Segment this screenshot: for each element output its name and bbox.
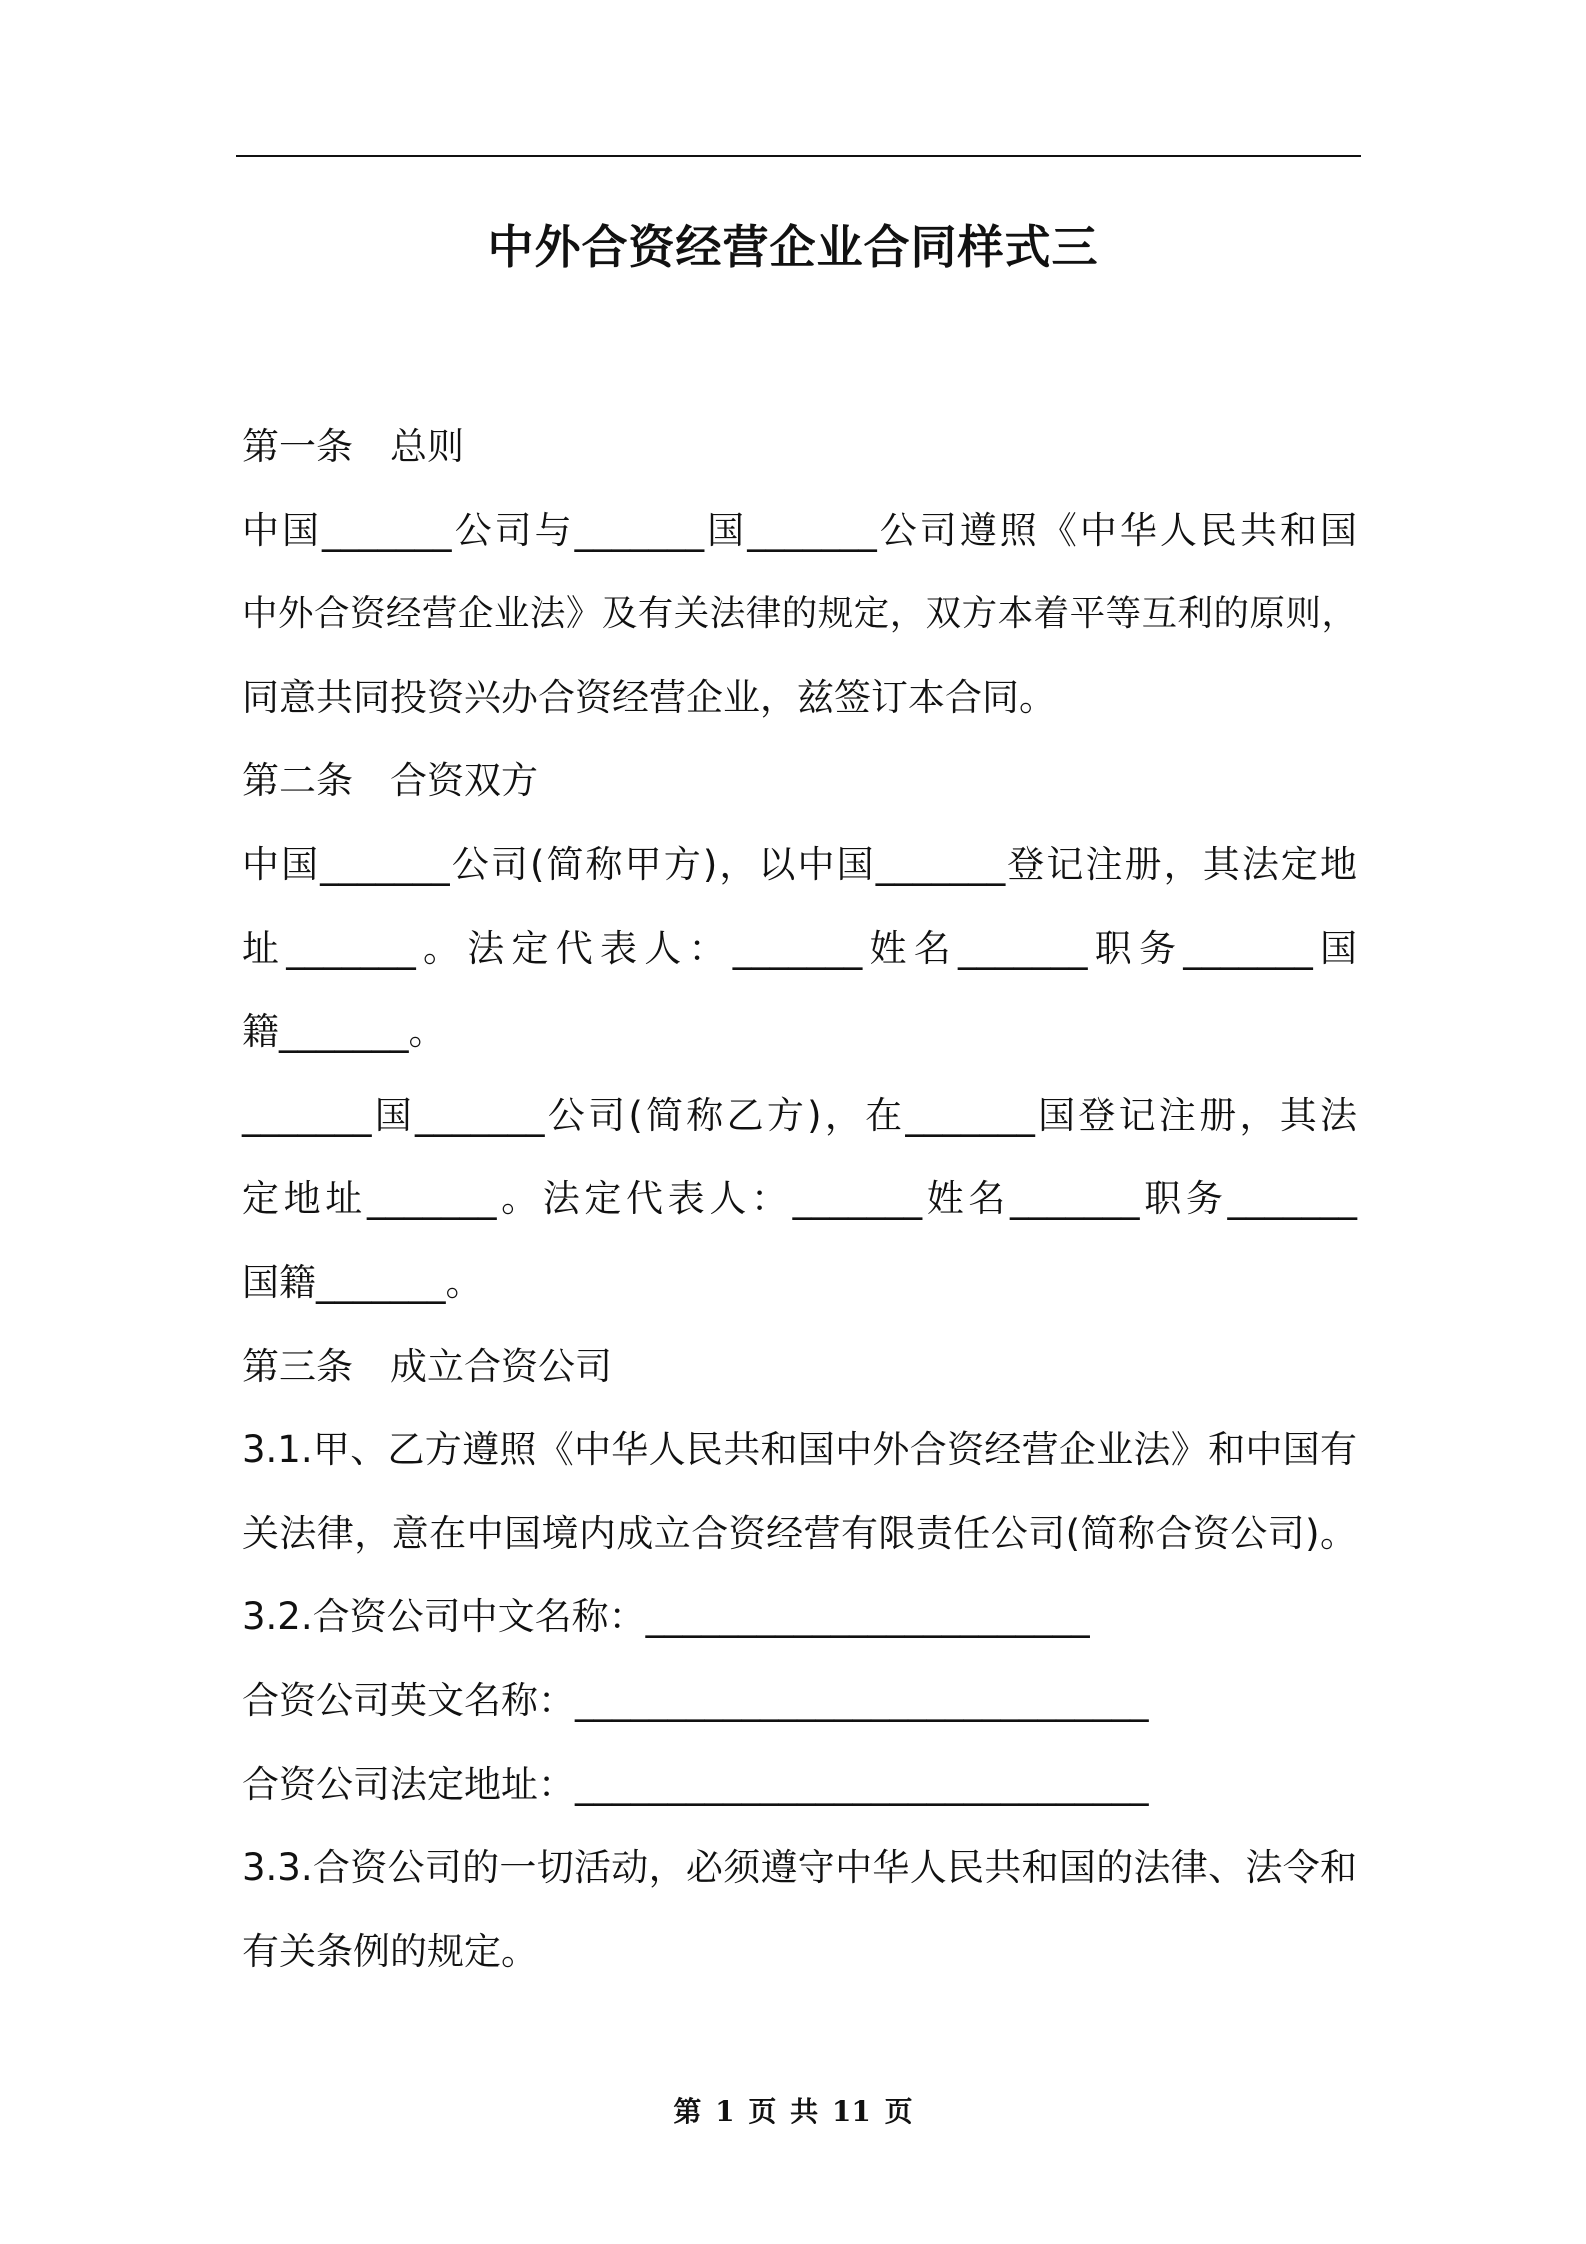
body-line: _______国_______公司(简称乙方)，在_______国登记注册，其法	[242, 1093, 1357, 1137]
body-line: 3.2.合资公司中文名称：________________________	[242, 1595, 1090, 1639]
body-line: 同意共同投资兴办合资经营企业，兹签订本合同。	[242, 675, 1056, 719]
document-body	[242, 405, 1357, 1993]
body-line: 3.3.合资公司的一切活动，必须遵守中华人民共和国的法律、法令和	[242, 1846, 1357, 1890]
article-1-heading: 第一条 总则	[242, 425, 464, 468]
header-rule	[236, 155, 1361, 157]
body-line: 中国_______公司(简称甲方)，以中国_______登记注册，其法定地	[242, 842, 1357, 886]
body-line: 中国_______公司与_______国_______公司遵照《中华人民共和国	[242, 508, 1357, 552]
document-title: 中外合资经营企业合同样式三	[487, 220, 1099, 274]
body-line: 3.1.甲、乙方遵照《中华人民共和国中外合资经营企业法》和中国有	[242, 1428, 1357, 1472]
body-line: 有关条例的规定。	[242, 1929, 538, 1973]
article-2-heading: 第二条 合资双方	[242, 759, 538, 803]
body-line: 关法律，意在中国境内成立合资经营有限责任公司(简称合资公司)。	[242, 1511, 1357, 1555]
body-line: 国籍_______。	[242, 1260, 483, 1304]
body-line: 定地址_______。法定代表人：_______姓名_______职务_______	[242, 1177, 1357, 1221]
body-line: 籍_______。	[242, 1010, 446, 1054]
page-number-footer: 第 1 页 共 11 页	[673, 2095, 913, 2128]
article-3-heading: 第三条 成立合资公司	[242, 1344, 612, 1388]
body-line: 址_______。法定代表人：_______姓名_______职务_______国	[242, 926, 1357, 970]
body-line: 合资公司英文名称：_______________________________	[242, 1678, 1149, 1722]
body-line: 中外合资经营企业法》及有关法律的规定，双方本着平等互利的原则，	[242, 593, 1357, 635]
body-line: 合资公司法定地址：_______________________________	[242, 1762, 1149, 1806]
